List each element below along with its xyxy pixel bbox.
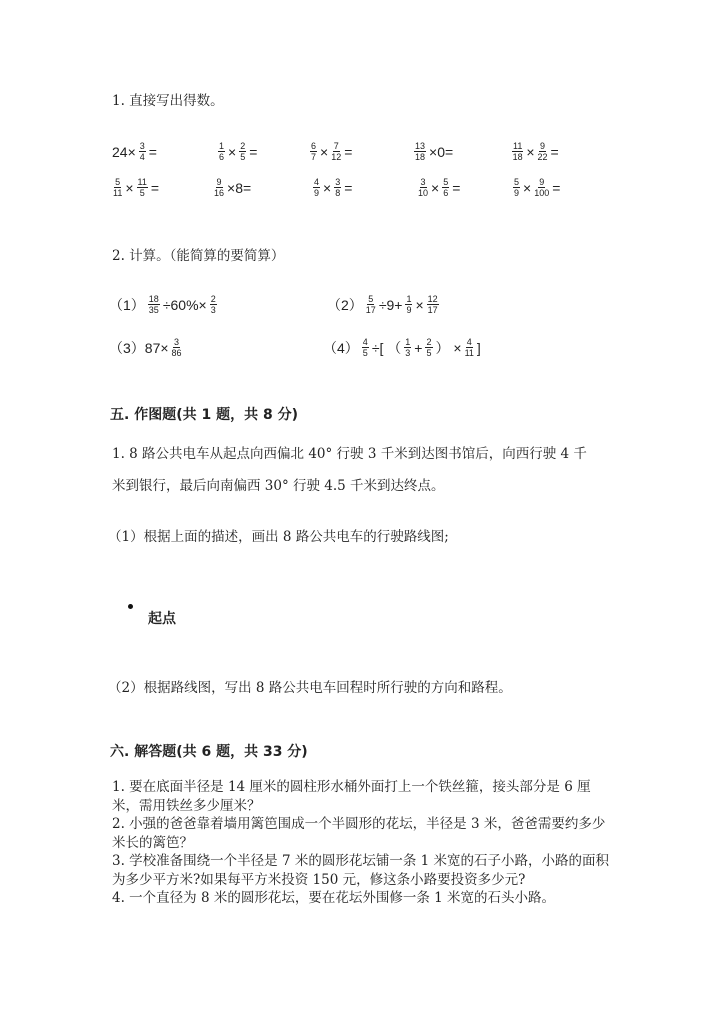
fraction-denominator: 35 xyxy=(148,305,159,315)
fraction-denominator: 4 xyxy=(139,152,145,162)
expression-text: ×0= xyxy=(429,143,454,160)
fraction xyxy=(414,141,426,162)
fraction-denominator: 6 xyxy=(219,152,225,162)
fraction xyxy=(538,141,548,162)
fraction-denominator: 86 xyxy=(171,348,182,358)
expression-text: = xyxy=(550,143,559,160)
fraction-numerator: 3 xyxy=(335,177,341,187)
q1-expr xyxy=(308,141,353,162)
fraction-denominator: 16 xyxy=(214,188,225,198)
fraction-denominator: 5 xyxy=(240,152,246,162)
expression-text: × xyxy=(431,179,440,196)
fraction-numerator: 4 xyxy=(466,337,472,347)
s6-question: 1. 要在底面半径是 14 厘米的圆柱形水桶外面打上一个铁丝箍，接头部分是 6 厘米，需用铁丝多少厘米？ xyxy=(112,779,591,814)
expression-text: ÷[ （ xyxy=(371,339,402,356)
fraction xyxy=(465,337,474,358)
fraction-denominator: 6 xyxy=(443,188,449,198)
fraction-numerator: 9 xyxy=(540,141,546,151)
fraction-denominator: 17 xyxy=(365,305,376,315)
fraction-denominator: 5 xyxy=(139,188,145,198)
fraction xyxy=(310,141,317,162)
fraction-numerator: 1 xyxy=(405,337,411,347)
fraction-numerator: 3 xyxy=(139,141,145,151)
q2-expr xyxy=(322,337,482,358)
fraction-numerator: 5 xyxy=(443,177,449,187)
expression-text: （2） xyxy=(327,296,363,313)
expression-text: （1） xyxy=(109,296,145,313)
expression-text: = xyxy=(249,143,258,160)
expression-text: 24× xyxy=(112,143,136,160)
fraction-denominator: 18 xyxy=(512,152,523,162)
fraction-denominator: 10 xyxy=(418,188,429,198)
fraction-denominator: 3 xyxy=(405,348,411,358)
fraction-numerator: 6 xyxy=(311,141,317,151)
expression-text: × xyxy=(125,179,134,196)
fraction xyxy=(534,177,549,198)
expression-text: （4） xyxy=(323,339,359,356)
expression-text: + xyxy=(414,339,423,356)
start-point-dot xyxy=(128,604,133,609)
q2-expr xyxy=(108,294,219,315)
q1-title: 1. 直接写出得数。 xyxy=(112,93,224,109)
s6-question: 4. 一个直径为 8 米的圆形花坛，要在花坛外围修一条 1 米宽的石头小路。 xyxy=(112,890,556,906)
start-point-label: 起点 xyxy=(148,611,176,627)
fraction-numerator: 12 xyxy=(427,294,438,304)
fraction-numerator: 11 xyxy=(513,141,523,151)
fraction-numerator: 4 xyxy=(362,337,368,347)
fraction-denominator: 5 xyxy=(426,348,432,358)
q1-expr xyxy=(416,177,461,198)
expression-text: （3）87× xyxy=(109,339,169,356)
fraction-denominator: 100 xyxy=(534,188,550,198)
q2-title: 2. 计算。（能简算的要简算） xyxy=(112,248,285,264)
expression-text: ] xyxy=(476,339,481,356)
fraction-denominator: 11 xyxy=(464,348,474,358)
q1-expr xyxy=(511,177,561,198)
fraction xyxy=(334,177,341,198)
fraction-numerator: 2 xyxy=(240,141,246,151)
q2-expr xyxy=(108,337,184,358)
expression-text: = xyxy=(344,179,353,196)
fraction-numerator: 7 xyxy=(333,141,339,151)
fraction xyxy=(418,177,428,198)
fraction xyxy=(513,177,520,198)
expression-text: ÷60%× xyxy=(162,296,207,313)
expression-text: = xyxy=(150,179,160,196)
s6-question-list xyxy=(112,778,612,908)
fraction-numerator: 3 xyxy=(420,177,426,187)
q1-expr xyxy=(412,141,454,162)
expression-text: ×8= xyxy=(227,179,252,196)
fraction-numerator: 2 xyxy=(426,337,432,347)
q1-expr xyxy=(510,141,560,162)
expression-text: ÷9+ xyxy=(378,296,403,313)
s5-paragraph-line: 米到银行，最后向南偏西 30° 行驶 4.5 千米到达终点。 xyxy=(112,478,445,494)
fraction xyxy=(427,294,439,315)
fraction xyxy=(404,337,411,358)
fraction-numerator: 5 xyxy=(514,177,520,187)
fraction-numerator: 18 xyxy=(148,294,159,304)
q2-expr xyxy=(326,294,441,315)
s5-paragraph-line: 1. 8 路公共电车从起点向西偏北 40° 行驶 3 千米到达图书馆后，向西行驶 4 千 xyxy=(112,446,587,462)
fraction xyxy=(148,294,160,315)
fraction-denominator: 7 xyxy=(311,152,317,162)
expression-text: = xyxy=(452,179,461,196)
fraction-numerator: 3 xyxy=(174,337,180,347)
s6-question: 3. 学校准备围绕一个半径是 7 米的圆形花坛铺一条 1 米宽的石子小路，小路的面积为多少平方米?如果每平方米投资 150 元，修这条小路要投资多少元? xyxy=(112,853,610,888)
section-5-heading: 五. 作图题(共 1 题，共 8 分) xyxy=(110,407,298,423)
fraction-numerator: 2 xyxy=(210,294,216,304)
fraction xyxy=(405,294,412,315)
fraction xyxy=(239,141,246,162)
fraction-numerator: 4 xyxy=(314,177,320,187)
fraction-denominator: 17 xyxy=(427,305,438,315)
fraction xyxy=(218,141,225,162)
fraction-denominator: 9 xyxy=(514,188,520,198)
q1-expr xyxy=(111,141,158,162)
fraction-denominator: 8 xyxy=(335,188,341,198)
fraction-denominator: 18 xyxy=(415,152,426,162)
fraction-numerator: 1 xyxy=(219,141,225,151)
fraction-numerator: 5 xyxy=(115,177,121,187)
fraction xyxy=(425,337,432,358)
expression-text: ） × xyxy=(435,339,462,356)
q1-expr xyxy=(212,177,252,198)
fraction-denominator: 9 xyxy=(406,305,412,315)
s6-question: 2. 小强的爸爸靠着墙用篱笆围成一个半圆形的花坛，半径是 3 米，爸爸需要约多少米长的篱笆？ xyxy=(112,816,606,851)
expression-text: × xyxy=(228,143,237,160)
fraction xyxy=(366,294,376,315)
fraction xyxy=(512,141,523,162)
q1-expr xyxy=(311,177,353,198)
expression-text: = xyxy=(344,143,353,160)
fraction-denominator: 12 xyxy=(331,152,342,162)
fraction xyxy=(442,177,449,198)
fraction-numerator: 13 xyxy=(415,141,426,151)
fraction-numerator: 11 xyxy=(137,177,147,187)
fraction xyxy=(362,337,369,358)
expression-text: × xyxy=(320,143,329,160)
expression-text: × xyxy=(415,296,424,313)
q1-expr xyxy=(111,177,160,198)
fraction-denominator: 5 xyxy=(362,348,368,358)
q1-expr xyxy=(216,141,258,162)
fraction xyxy=(139,141,146,162)
fraction xyxy=(113,177,122,198)
s5-subquestion-1: （1）根据上面的描述，画出 8 路公共电车的行驶路线图; xyxy=(108,529,449,545)
fraction xyxy=(331,141,341,162)
fraction xyxy=(210,294,217,315)
expression-text: × xyxy=(523,179,532,196)
section-6-heading: 六. 解答题(共 6 题，共 33 分) xyxy=(110,744,308,760)
fraction xyxy=(137,177,148,198)
fraction-numerator: 5 xyxy=(368,294,374,304)
s5-subquestion-2: （2）根据路线图，写出 8 路公共电车回程时所行驶的方向和路程。 xyxy=(108,680,512,696)
expression-text: = xyxy=(552,179,561,196)
expression-text: = xyxy=(148,143,157,160)
fraction xyxy=(313,177,320,198)
fraction-denominator: 22 xyxy=(537,152,548,162)
fraction-numerator: 9 xyxy=(539,177,545,187)
fraction-denominator: 3 xyxy=(210,305,216,315)
fraction xyxy=(172,337,182,358)
fraction-numerator: 1 xyxy=(406,294,412,304)
fraction-denominator: 11 xyxy=(113,188,123,198)
fraction-numerator: 9 xyxy=(216,177,222,187)
fraction xyxy=(214,177,224,198)
expression-text: × xyxy=(526,143,535,160)
expression-text: × xyxy=(323,179,332,196)
fraction-denominator: 9 xyxy=(314,188,320,198)
